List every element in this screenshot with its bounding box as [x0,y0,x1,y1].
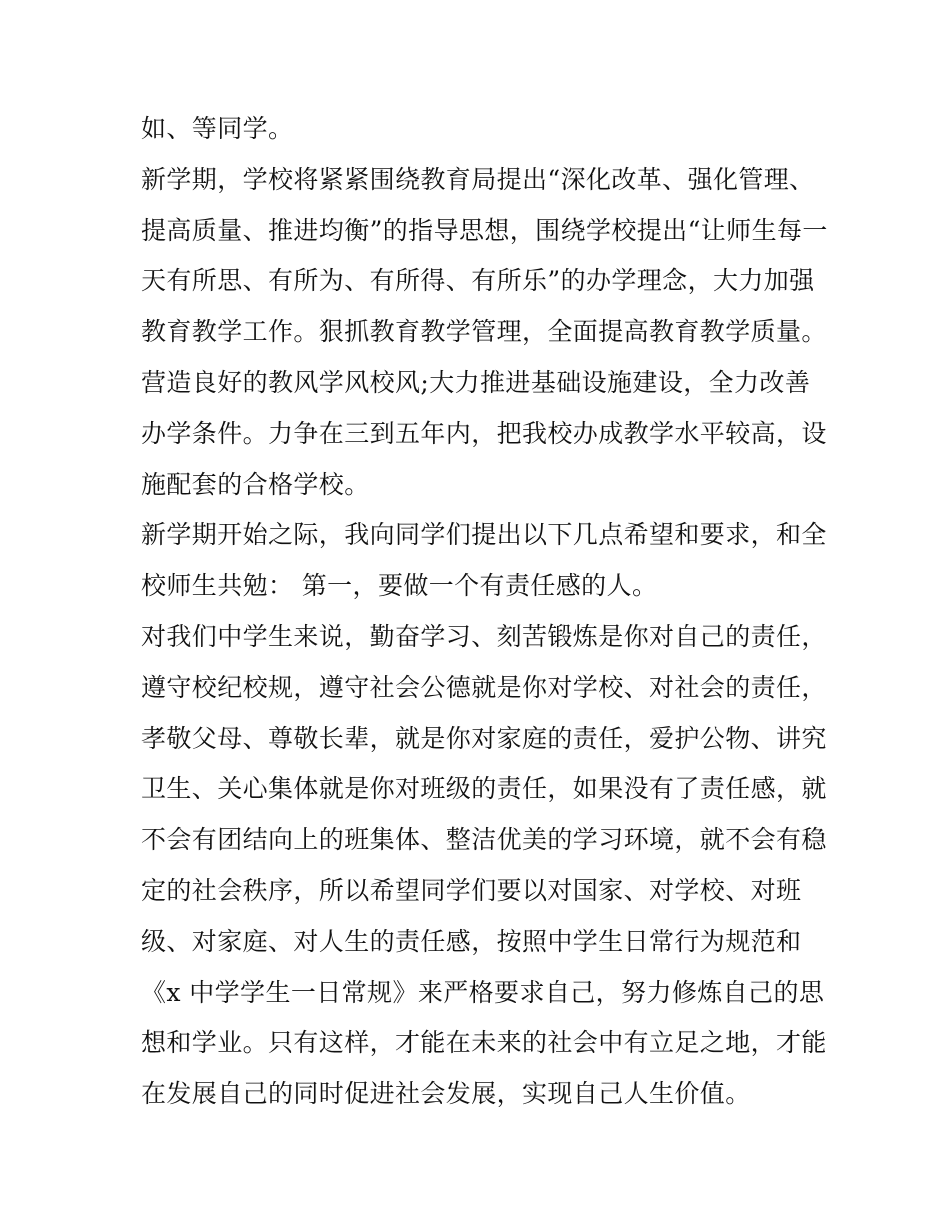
text-line: 办学条件。力争在三到五年内，把我校办成教学水平较高，设 [141,418,827,448]
text-line: 想和学业。只有这样，才能在未来的社会中有立足之地，才能 [141,1028,827,1058]
text-line: 如、等同学。 [141,114,294,143]
text-line: 《x 中学学生一日常规》来严格要求自己，努力修炼自己的思 [141,977,825,1007]
text-line: 对我们中学生来说，勤奋学习、刻苦锻炼是你对自己的责任， [141,621,827,651]
text-line: 营造良好的教风学风校风;大力推进基础设施建设，全力改善 [141,367,811,397]
text-line: 校师生共勉： 第一，要做一个有责任感的人。 [141,571,658,601]
text-line: 教育教学工作。狠抓教育教学管理，全面提高教育教学质量。 [141,317,827,347]
text-line: 定的社会秩序，所以希望同学们要以对国家、对学校、对班 [141,875,802,905]
text-line: 新学期，学校将紧紧围绕教育局提出“深化改革、强化管理、 [141,164,815,194]
text-line: 天有所思、有所为、有所得、有所乐”的办学理念，大力加强 [141,266,815,296]
text-line: 级、对家庭、对人生的责任感，按照中学生日常行为规范和 [141,926,802,956]
text-line: 新学期开始之际，我向同学们提出以下几点希望和要求，和全 [141,520,827,550]
text-line: 提高质量、推进均衡”的指导思想，围绕学校提出“让师生每一 [141,215,828,245]
text-line: 遵守校纪校规，遵守社会公德就是你对学校、对社会的责任， [141,672,827,702]
text-line: 在发展自己的同时促进社会发展，实现自己人生价值。 [141,1079,751,1109]
text-line: 卫生、关心集体就是你对班级的责任，如果没有了责任感，就 [141,774,827,804]
text-line: 孝敬父母、尊敬长辈，就是你对家庭的责任，爱护公物、讲究 [141,723,827,753]
text-line: 不会有团结向上的班集体、整洁优美的学习环境，就不会有稳 [141,825,827,855]
document-body [141,104,828,1120]
text-line: 施配套的合格学校。 [141,469,370,499]
